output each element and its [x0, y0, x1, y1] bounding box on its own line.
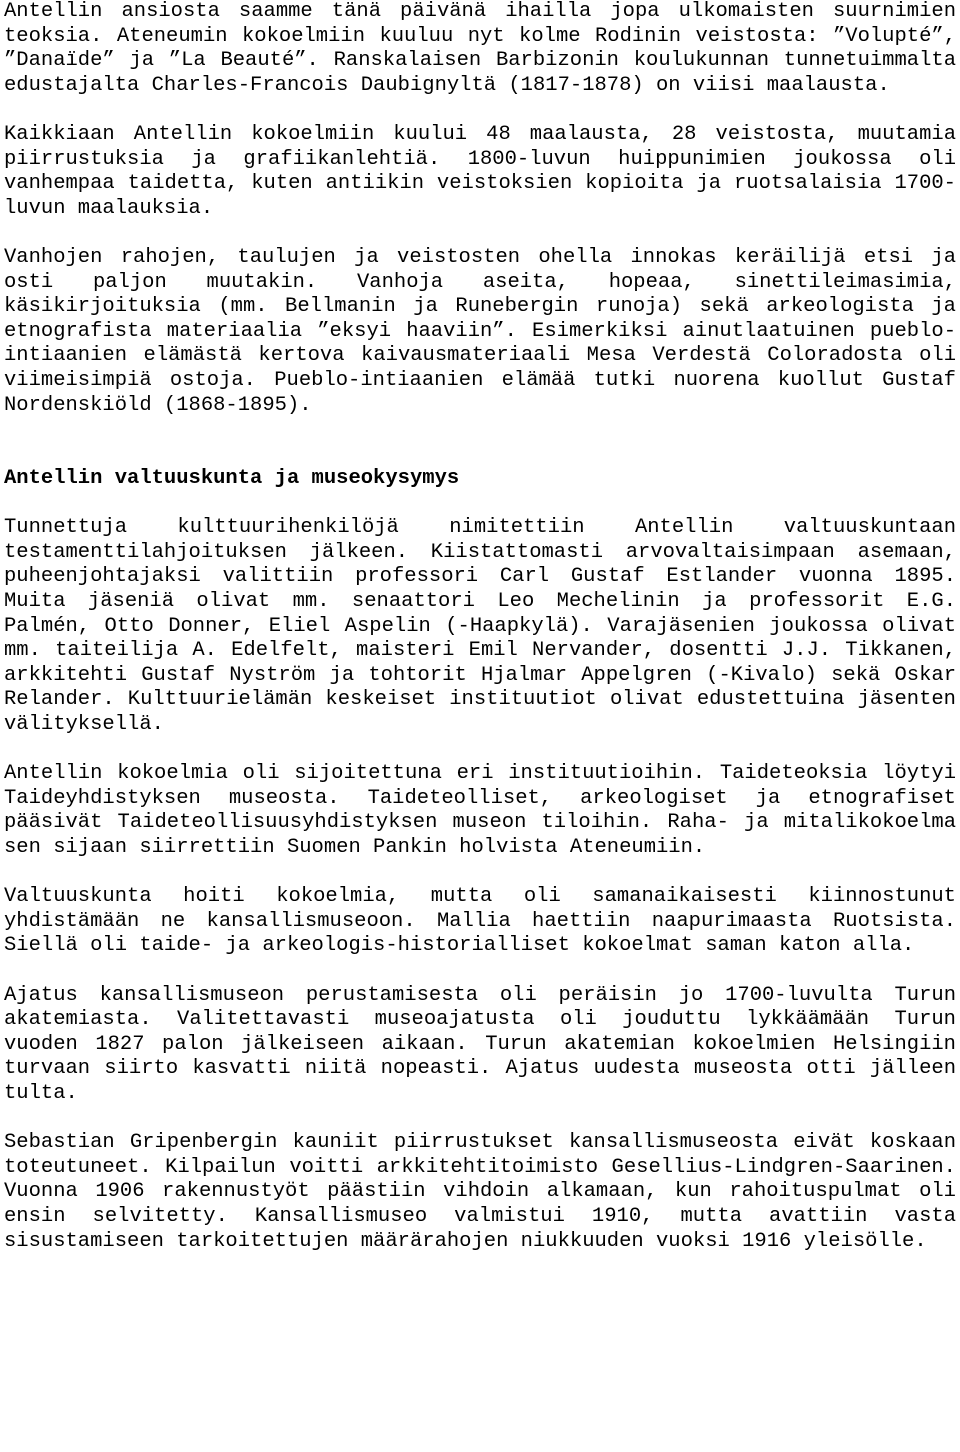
paragraph-museum-construction: Sebastian Gripenbergin kauniit piirrustukset kansallismuseosta eivät koskaan toteutuneet. Kilpailun voitti arkkitehtitoimisto Gesellius-Lindgren-Saarinen. Vuonna 1906 rakennustyöt päästiin vihdoin alkamaan, kun rahoituspulmat oli ensin selvitetty. Kansallismuseo valmistui 1910, mutta avattiin vasta sisustamiseen tarkoitettujen määrärahojen niukkuuden vuoksi 1916 yleisölle.: [4, 1131, 956, 1253]
paragraph-collection-locations: Antellin kokoelmia oli sijoitettuna eri instituutioihin. Taideteoksia löytyi Taideyhdistyksen museosta. Taideteolliset, arkeologiset ja etnografiset pääsivät Taideteollisuusyhdistyksen museon tiloihin. Raha- ja mitalikokoelma sen sijaan siirrettiin Suomen Pankin holvista Ateneumiin.: [4, 762, 956, 859]
paragraph-rodin-daubigny: Antellin ansiosta saamme tänä päivänä ihailla jopa ulkomaisten suurnimien teoksia. Ateneumin kokoelmiin kuuluu nyt kolme Rodinin veistosta: ”Volupté”, ”Danaïde” ja ”La Beauté”. Ranskalaisen Barbizonin koulukunnan tunnetuimmalta edustajalta Charles-Francois Daubignyltä (1817-1878) on viisi maalausta.: [4, 0, 956, 97]
paragraph-delegation-members: Tunnettuja kulttuurihenkilöjä nimitettiin Antellin valtuuskuntaan testamenttilahjoituksen jälkeen. Kiistattomasti arvovaltaisimpaan asemaan, puheenjohtajaksi valittiin professori Carl Gustaf Estlander vuonna 1895. Muita jäseniä olivat mm. senaattori Leo Mechelinin ja professorit E.G. Palmén, Otto Donner, Eliel Aspelin (-Haapkylä). Varajäsenien joukossa olivat mm. taiteilija A. Edelfelt, maisteri Emil Nervander, dosentti J.J. Tikkanen, arkkitehti Gustaf Nyström ja tohtorit Hjalmar Appelgren (-Kivalo) sekä Oskar Relander. Kulttuurielämän keskeiset instituutiot olivat edustettuina jäsenten välityksellä.: [4, 516, 956, 737]
paragraph-collection-size: Kaikkiaan Antellin kokoelmiin kuului 48 maalausta, 28 veistosta, muutamia piirrustuksia ja grafiikanlehtiä. 1800-luvun huippunimien joukossa oli vanhempaa taidetta, kuten antiikin veistoksien kopioita ja ruotsalaisia 1700-luvun maalauksia.: [4, 122, 956, 220]
document-page: [4, 0, 956, 1279]
paragraph-museum-idea-history: Ajatus kansallismuseon perustamisesta oli peräisin jo 1700-luvulta Turun akatemiasta. Valitettavasti museoajatusta oli jouduttu lykkäämään Turun vuoden 1827 palon jälkeiseen aikaan. Turun akatemian kokoelmien Helsingiin turvaan siirto kasvatti niitä nopeasti. Ajatus uudesta museosta otti jälleen tulta.: [4, 983, 956, 1105]
section-heading: Antellin valtuuskunta ja museokysymys: [4, 467, 460, 491]
paragraph-other-collectibles: Vanhojen rahojen, taulujen ja veistosten ohella innokas keräilijä etsi ja osti paljon muutakin. Vanhoja aseita, hopeaa, sinettileimasimia, käsikirjoituksia (mm. Bellmanin ja Runebergin runoja) sekä arkeologista ja etnografista materiaalia ”eksyi haaviin”. Esimerkiksi ainutlaatuinen pueblo-intiaanien elämästä kertova kaivausmateriaali Mesa Verdestä Coloradosta oli viimeisimpiä ostoja. Pueblo-intiaanien elämää tutki nuorena kuollut Gustaf Nordenskiöld (1868-1895).: [4, 245, 956, 417]
paragraph-national-museum-interest: Valtuuskunta hoiti kokoelmia, mutta oli samanaikaisesti kiinnostunut yhdistämään ne kansallismuseoon. Mallia haettiin naapurimaasta Ruotsista. Siellä oli taide- ja arkeologis-historialliset kokoelmat saman katon alla.: [4, 885, 956, 958]
